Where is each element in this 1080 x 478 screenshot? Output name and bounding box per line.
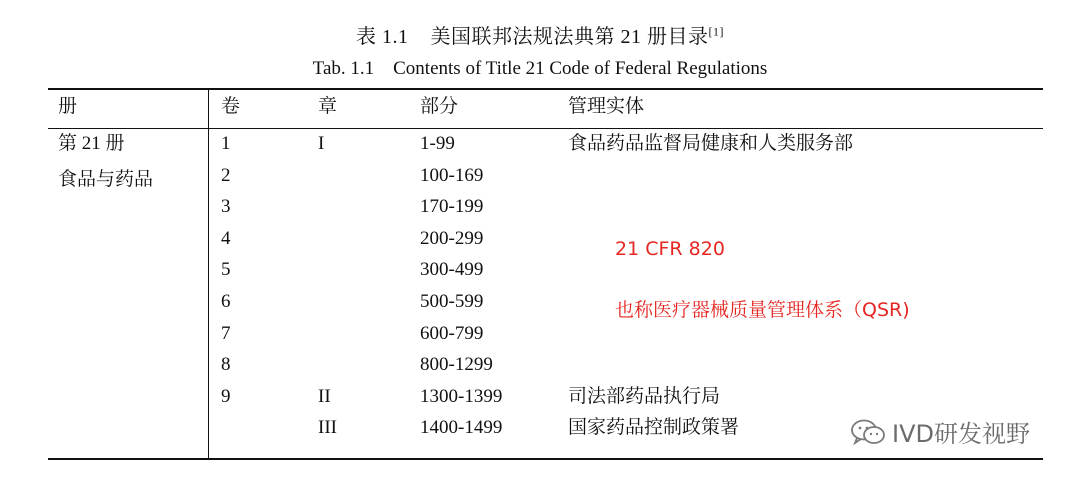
cell-parts: 100-169 xyxy=(420,164,484,186)
annotation-qsr: 也称医疗器械质量管理体系（QSR) xyxy=(615,299,910,321)
cell-vol-num: 9 xyxy=(221,385,231,407)
cell-vol-num: 8 xyxy=(221,354,231,376)
header-agency: 管理实体 xyxy=(568,96,645,117)
volume-name-line1: 第 21 册 xyxy=(58,133,125,154)
cell-agency: 国家药品控制政策署 xyxy=(568,417,740,439)
cell-agency: 司法部药品执行局 xyxy=(568,385,721,407)
cell-parts: 1400-1499 xyxy=(420,417,503,439)
cell-agency: 食品药品监督局健康和人类服务部 xyxy=(568,133,854,154)
caption-number: 表 1.1 xyxy=(356,26,409,48)
cell-vol-num: 5 xyxy=(221,259,231,281)
header-volume: 册 xyxy=(58,96,78,117)
volume-name-line2: 食品与药品 xyxy=(58,169,154,190)
cell-parts: 600-799 xyxy=(420,322,484,344)
cell-parts: 1-99 xyxy=(420,133,455,154)
cell-chapter: II xyxy=(318,385,331,407)
wechat-icon xyxy=(850,418,886,446)
cell-vol-num: 3 xyxy=(221,196,231,218)
cell-parts: 170-199 xyxy=(420,196,484,218)
cell-parts: 800-1299 xyxy=(420,354,493,376)
caption-title: 美国联邦法规法典第 21 册目录 xyxy=(430,26,709,48)
watermark-text: IVD研发视野 xyxy=(892,420,1030,448)
header-vol-num: 卷 xyxy=(221,96,241,117)
cell-vol-num: 7 xyxy=(221,322,231,344)
column-divider xyxy=(208,88,209,460)
caption-reference: [1] xyxy=(708,24,724,39)
annotation-cfr: 21 CFR 820 xyxy=(615,238,725,260)
watermark xyxy=(850,414,1030,449)
cell-vol-num: 6 xyxy=(221,291,231,312)
cell-parts: 500-599 xyxy=(420,291,484,312)
cell-vol-num: 4 xyxy=(221,227,231,249)
cell-vol-num: 1 xyxy=(221,133,231,154)
bottom-rule xyxy=(48,458,1043,460)
table-caption-en: Tab. 1.1 Contents of Title 21 Code of Federal Regulations xyxy=(312,58,768,79)
cell-chapter: I xyxy=(318,133,325,154)
top-rule xyxy=(48,88,1043,90)
cell-parts: 200-299 xyxy=(420,227,484,249)
cell-chapter: III xyxy=(318,417,337,439)
header-chapter: 章 xyxy=(318,96,338,117)
header-rule xyxy=(48,128,1043,129)
cell-parts: 300-499 xyxy=(420,259,484,281)
cell-vol-num: 2 xyxy=(221,164,231,186)
cell-parts: 1300-1399 xyxy=(420,385,503,407)
header-parts: 部分 xyxy=(420,96,459,117)
table-caption-cn xyxy=(0,20,1080,49)
